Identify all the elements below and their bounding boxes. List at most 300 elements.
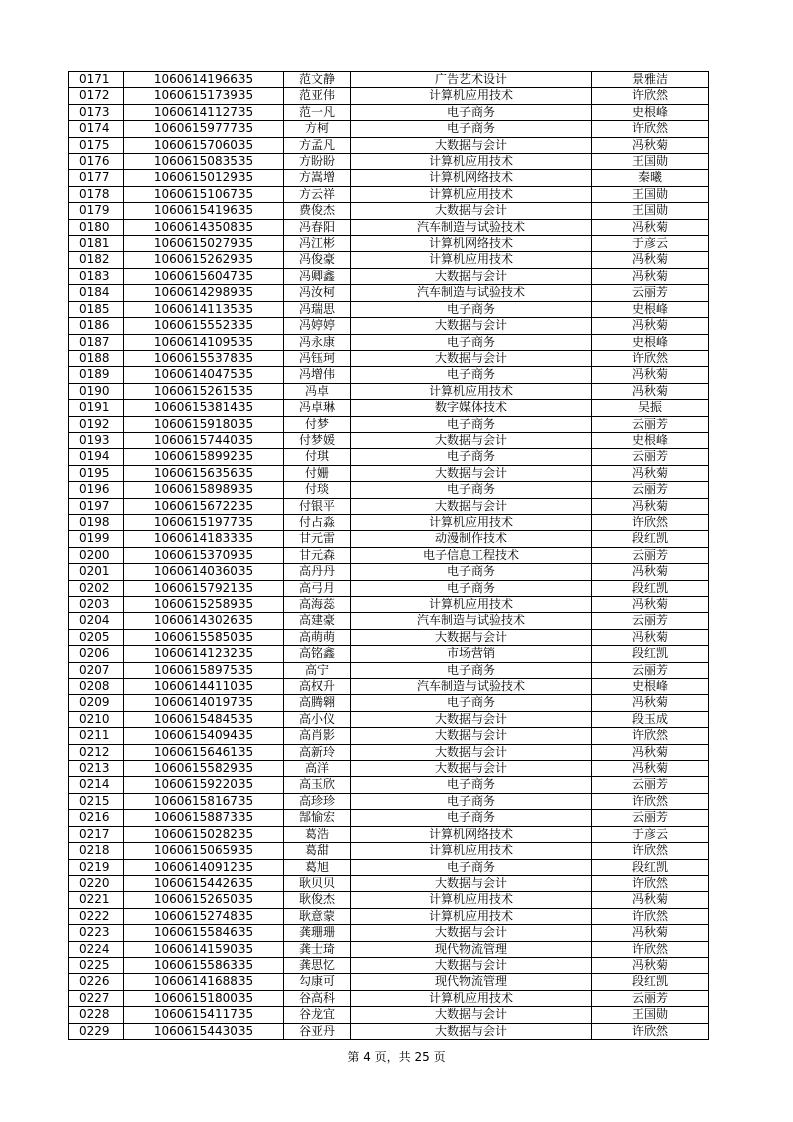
cell-teacher: 冯秋菊 <box>592 465 709 481</box>
cell-exam-id: 1060614123235 <box>124 646 284 662</box>
table-row <box>69 793 709 809</box>
cell-seq: 0228 <box>69 1007 124 1023</box>
cell-major: 电子商务 <box>351 859 592 875</box>
cell-teacher: 冯秋菊 <box>592 383 709 399</box>
table-row <box>69 711 709 727</box>
cell-teacher: 段红凯 <box>592 531 709 547</box>
cell-teacher: 冯秋菊 <box>592 597 709 613</box>
cell-teacher: 冯秋菊 <box>592 925 709 941</box>
cell-teacher: 云丽芳 <box>592 285 709 301</box>
cell-major: 大数据与会计 <box>351 1023 592 1039</box>
cell-exam-id: 1060615419635 <box>124 203 284 219</box>
cell-name: 耿俊杰 <box>284 892 351 908</box>
cell-major: 汽车制造与试验技术 <box>351 679 592 695</box>
cell-name: 葛甜 <box>284 843 351 859</box>
cell-seq: 0218 <box>69 843 124 859</box>
cell-name: 高腾翱 <box>284 695 351 711</box>
cell-name: 付梦 <box>284 416 351 432</box>
cell-teacher: 王国勋 <box>592 203 709 219</box>
cell-seq: 0222 <box>69 908 124 924</box>
table-row <box>69 613 709 629</box>
cell-seq: 0202 <box>69 580 124 596</box>
cell-major: 计算机应用技术 <box>351 597 592 613</box>
cell-exam-id: 1060615887335 <box>124 810 284 826</box>
cell-teacher: 冯秋菊 <box>592 318 709 334</box>
table-row <box>69 843 709 859</box>
cell-teacher: 云丽芳 <box>592 416 709 432</box>
cell-seq: 0178 <box>69 186 124 202</box>
cell-seq: 0173 <box>69 104 124 120</box>
table-row <box>69 400 709 416</box>
cell-teacher: 秦曦 <box>592 170 709 186</box>
table-row <box>69 679 709 695</box>
cell-major: 计算机应用技术 <box>351 383 592 399</box>
table-row <box>69 974 709 990</box>
cell-name: 高权升 <box>284 679 351 695</box>
cell-seq: 0217 <box>69 826 124 842</box>
cell-exam-id: 1060615027935 <box>124 236 284 252</box>
cell-name: 谷高科 <box>284 990 351 1006</box>
cell-teacher: 许欣然 <box>592 88 709 104</box>
cell-name: 耿意蒙 <box>284 908 351 924</box>
cell-name: 高弓月 <box>284 580 351 596</box>
cell-teacher: 许欣然 <box>592 843 709 859</box>
cell-teacher: 云丽芳 <box>592 482 709 498</box>
cell-teacher: 许欣然 <box>592 1023 709 1039</box>
cell-exam-id: 1060615443035 <box>124 1023 284 1039</box>
table-row <box>69 1023 709 1039</box>
cell-major: 电子商务 <box>351 482 592 498</box>
cell-seq: 0211 <box>69 728 124 744</box>
cell-major: 电子商务 <box>351 810 592 826</box>
cell-name: 高铭鑫 <box>284 646 351 662</box>
cell-name: 方柯 <box>284 121 351 137</box>
cell-exam-id: 1060614302635 <box>124 613 284 629</box>
cell-major: 电子商务 <box>351 334 592 350</box>
cell-name: 冯永康 <box>284 334 351 350</box>
cell-teacher: 云丽芳 <box>592 777 709 793</box>
table-row <box>69 72 709 88</box>
cell-major: 动漫制作技术 <box>351 531 592 547</box>
cell-name: 高建豪 <box>284 613 351 629</box>
cell-seq: 0206 <box>69 646 124 662</box>
cell-name: 冯汝柯 <box>284 285 351 301</box>
cell-teacher: 云丽芳 <box>592 449 709 465</box>
cell-teacher: 许欣然 <box>592 121 709 137</box>
cell-exam-id: 1060615897535 <box>124 662 284 678</box>
cell-name: 高海蕊 <box>284 597 351 613</box>
cell-seq: 0192 <box>69 416 124 432</box>
cell-teacher: 冯秋菊 <box>592 761 709 777</box>
cell-major: 大数据与会计 <box>351 711 592 727</box>
cell-teacher: 史根峰 <box>592 104 709 120</box>
cell-name: 勾康可 <box>284 974 351 990</box>
table-row <box>69 646 709 662</box>
cell-seq: 0195 <box>69 465 124 481</box>
table-row <box>69 170 709 186</box>
cell-seq: 0171 <box>69 72 124 88</box>
cell-teacher: 云丽芳 <box>592 613 709 629</box>
cell-seq: 0186 <box>69 318 124 334</box>
cell-exam-id: 1060615537835 <box>124 350 284 366</box>
cell-name: 高肖影 <box>284 728 351 744</box>
table-row <box>69 367 709 383</box>
cell-seq: 0179 <box>69 203 124 219</box>
table-row <box>69 744 709 760</box>
cell-major: 电子商务 <box>351 777 592 793</box>
cell-teacher: 史根峰 <box>592 432 709 448</box>
cell-seq: 0188 <box>69 350 124 366</box>
cell-exam-id: 1060615582935 <box>124 761 284 777</box>
cell-name: 范文静 <box>284 72 351 88</box>
cell-exam-id: 1060615922035 <box>124 777 284 793</box>
cell-seq: 0196 <box>69 482 124 498</box>
cell-name: 冯江彬 <box>284 236 351 252</box>
cell-major: 大数据与会计 <box>351 1007 592 1023</box>
cell-major: 计算机网络技术 <box>351 826 592 842</box>
cell-exam-id: 1060615409435 <box>124 728 284 744</box>
cell-seq: 0199 <box>69 531 124 547</box>
cell-seq: 0183 <box>69 268 124 284</box>
cell-name: 付琪 <box>284 449 351 465</box>
table-row <box>69 695 709 711</box>
cell-major: 大数据与会计 <box>351 465 592 481</box>
table-row <box>69 449 709 465</box>
table-row <box>69 383 709 399</box>
cell-exam-id: 1060614159035 <box>124 941 284 957</box>
cell-seq: 0184 <box>69 285 124 301</box>
cell-teacher: 冯秋菊 <box>592 957 709 973</box>
cell-seq: 0203 <box>69 597 124 613</box>
cell-major: 计算机应用技术 <box>351 252 592 268</box>
cell-seq: 0197 <box>69 498 124 514</box>
table-row <box>69 859 709 875</box>
cell-seq: 0172 <box>69 88 124 104</box>
table-row <box>69 416 709 432</box>
cell-exam-id: 1060615012935 <box>124 170 284 186</box>
cell-teacher: 许欣然 <box>592 875 709 891</box>
cell-exam-id: 1060615706035 <box>124 137 284 153</box>
cell-exam-id: 1060615586335 <box>124 957 284 973</box>
cell-exam-id: 1060615635635 <box>124 465 284 481</box>
cell-name: 郜愉宏 <box>284 810 351 826</box>
cell-exam-id: 1060615370935 <box>124 547 284 563</box>
cell-major: 大数据与会计 <box>351 432 592 448</box>
cell-major: 汽车制造与试验技术 <box>351 285 592 301</box>
cell-seq: 0177 <box>69 170 124 186</box>
table-row <box>69 777 709 793</box>
cell-exam-id: 1060615899235 <box>124 449 284 465</box>
cell-exam-id: 1060615274835 <box>124 908 284 924</box>
cell-seq: 0204 <box>69 613 124 629</box>
cell-major: 计算机应用技术 <box>351 186 592 202</box>
cell-major: 大数据与会计 <box>351 875 592 891</box>
table-row <box>69 301 709 317</box>
cell-teacher: 许欣然 <box>592 941 709 957</box>
cell-teacher: 云丽芳 <box>592 990 709 1006</box>
table-row <box>69 761 709 777</box>
cell-seq: 0180 <box>69 219 124 235</box>
cell-major: 电子商务 <box>351 695 592 711</box>
cell-seq: 0213 <box>69 761 124 777</box>
cell-seq: 0216 <box>69 810 124 826</box>
cell-teacher: 王国勋 <box>592 186 709 202</box>
cell-exam-id: 1060615180035 <box>124 990 284 1006</box>
cell-name: 甘元森 <box>284 547 351 563</box>
table-row <box>69 564 709 580</box>
table-row <box>69 219 709 235</box>
cell-seq: 0220 <box>69 875 124 891</box>
table-row <box>69 810 709 826</box>
cell-seq: 0215 <box>69 793 124 809</box>
cell-seq: 0193 <box>69 432 124 448</box>
table-row <box>69 334 709 350</box>
cell-major: 计算机应用技术 <box>351 990 592 1006</box>
cell-major: 大数据与会计 <box>351 925 592 941</box>
cell-teacher: 冯秋菊 <box>592 695 709 711</box>
cell-major: 汽车制造与试验技术 <box>351 613 592 629</box>
cell-teacher: 冯秋菊 <box>592 892 709 908</box>
cell-exam-id: 1060615484535 <box>124 711 284 727</box>
cell-exam-id: 1060615792135 <box>124 580 284 596</box>
cell-teacher: 段玉成 <box>592 711 709 727</box>
table-row <box>69 514 709 530</box>
cell-teacher: 冯秋菊 <box>592 219 709 235</box>
table-row <box>69 104 709 120</box>
table-row <box>69 285 709 301</box>
cell-teacher: 吴振 <box>592 400 709 416</box>
cell-major: 大数据与会计 <box>351 350 592 366</box>
cell-name: 冯卓琳 <box>284 400 351 416</box>
cell-name: 方嵩增 <box>284 170 351 186</box>
cell-major: 大数据与会计 <box>351 957 592 973</box>
cell-seq: 0221 <box>69 892 124 908</box>
cell-exam-id: 1060614036035 <box>124 564 284 580</box>
cell-name: 方盼盼 <box>284 154 351 170</box>
table-row <box>69 662 709 678</box>
cell-name: 冯卿鑫 <box>284 268 351 284</box>
cell-exam-id: 1060614411035 <box>124 679 284 695</box>
cell-name: 葛浩 <box>284 826 351 842</box>
cell-name: 甘元雷 <box>284 531 351 547</box>
cell-teacher: 许欣然 <box>592 350 709 366</box>
table-row <box>69 236 709 252</box>
table-row <box>69 728 709 744</box>
table-row <box>69 1007 709 1023</box>
cell-teacher: 史根峰 <box>592 679 709 695</box>
cell-seq: 0181 <box>69 236 124 252</box>
cell-name: 葛旭 <box>284 859 351 875</box>
cell-name: 谷亚丹 <box>284 1023 351 1039</box>
table-row <box>69 465 709 481</box>
table-row <box>69 925 709 941</box>
cell-name: 冯俊豪 <box>284 252 351 268</box>
cell-seq: 0208 <box>69 679 124 695</box>
cell-teacher: 王国勋 <box>592 154 709 170</box>
cell-exam-id: 1060615744035 <box>124 432 284 448</box>
cell-teacher: 许欣然 <box>592 793 709 809</box>
cell-name: 冯钰珂 <box>284 350 351 366</box>
cell-exam-id: 1060615065935 <box>124 843 284 859</box>
cell-teacher: 冯秋菊 <box>592 268 709 284</box>
cell-name: 高宁 <box>284 662 351 678</box>
cell-seq: 0214 <box>69 777 124 793</box>
cell-major: 电子商务 <box>351 580 592 596</box>
cell-teacher: 史根峰 <box>592 301 709 317</box>
table-row <box>69 941 709 957</box>
cell-seq: 0209 <box>69 695 124 711</box>
table-row <box>69 203 709 219</box>
cell-seq: 0200 <box>69 547 124 563</box>
cell-seq: 0225 <box>69 957 124 973</box>
cell-seq: 0210 <box>69 711 124 727</box>
cell-name: 费俊杰 <box>284 203 351 219</box>
cell-major: 电子商务 <box>351 367 592 383</box>
cell-name: 高新玲 <box>284 744 351 760</box>
cell-exam-id: 1060615083535 <box>124 154 284 170</box>
cell-name: 谷龙宜 <box>284 1007 351 1023</box>
cell-exam-id: 1060615898935 <box>124 482 284 498</box>
table-row <box>69 121 709 137</box>
table-row <box>69 597 709 613</box>
cell-teacher: 于彦云 <box>592 236 709 252</box>
cell-major: 电子商务 <box>351 662 592 678</box>
cell-exam-id: 1060615106735 <box>124 186 284 202</box>
cell-exam-id: 1060615258935 <box>124 597 284 613</box>
cell-major: 大数据与会计 <box>351 137 592 153</box>
table-row <box>69 957 709 973</box>
cell-exam-id: 1060614091235 <box>124 859 284 875</box>
table-row <box>69 482 709 498</box>
cell-major: 大数据与会计 <box>351 761 592 777</box>
table-row <box>69 629 709 645</box>
cell-teacher: 段红凯 <box>592 974 709 990</box>
cell-exam-id: 1060615585035 <box>124 629 284 645</box>
cell-exam-id: 1060614113535 <box>124 301 284 317</box>
cell-teacher: 冯秋菊 <box>592 252 709 268</box>
cell-seq: 0187 <box>69 334 124 350</box>
cell-seq: 0189 <box>69 367 124 383</box>
cell-major: 大数据与会计 <box>351 203 592 219</box>
cell-seq: 0223 <box>69 925 124 941</box>
cell-name: 冯卓 <box>284 383 351 399</box>
cell-name: 方孟凡 <box>284 137 351 153</box>
student-roster-table <box>68 71 709 1040</box>
table-row <box>69 350 709 366</box>
cell-teacher: 史根峰 <box>592 334 709 350</box>
cell-seq: 0226 <box>69 974 124 990</box>
cell-exam-id: 1060614168835 <box>124 974 284 990</box>
cell-name: 付银平 <box>284 498 351 514</box>
cell-exam-id: 1060615604735 <box>124 268 284 284</box>
cell-major: 市场营销 <box>351 646 592 662</box>
table-row <box>69 531 709 547</box>
cell-seq: 0205 <box>69 629 124 645</box>
cell-exam-id: 1060615552335 <box>124 318 284 334</box>
cell-exam-id: 1060614112735 <box>124 104 284 120</box>
cell-exam-id: 1060615411735 <box>124 1007 284 1023</box>
cell-name: 龚士琦 <box>284 941 351 957</box>
cell-teacher: 许欣然 <box>592 514 709 530</box>
cell-exam-id: 1060614183335 <box>124 531 284 547</box>
cell-exam-id: 1060614047535 <box>124 367 284 383</box>
cell-name: 冯婷婷 <box>284 318 351 334</box>
cell-major: 计算机应用技术 <box>351 908 592 924</box>
cell-teacher: 冯秋菊 <box>592 498 709 514</box>
cell-name: 高小仪 <box>284 711 351 727</box>
cell-major: 现代物流管理 <box>351 974 592 990</box>
cell-name: 方云祥 <box>284 186 351 202</box>
cell-major: 电子商务 <box>351 104 592 120</box>
cell-teacher: 冯秋菊 <box>592 744 709 760</box>
cell-exam-id: 1060615262935 <box>124 252 284 268</box>
cell-seq: 0201 <box>69 564 124 580</box>
cell-major: 电子商务 <box>351 564 592 580</box>
cell-name: 高珍珍 <box>284 793 351 809</box>
cell-exam-id: 1060615265035 <box>124 892 284 908</box>
cell-name: 付琰 <box>284 482 351 498</box>
cell-name: 耿贝贝 <box>284 875 351 891</box>
table-row <box>69 498 709 514</box>
cell-exam-id: 1060615173935 <box>124 88 284 104</box>
table-row <box>69 826 709 842</box>
cell-seq: 0229 <box>69 1023 124 1039</box>
cell-teacher: 冯秋菊 <box>592 137 709 153</box>
cell-teacher: 云丽芳 <box>592 547 709 563</box>
cell-teacher: 冯秋菊 <box>592 367 709 383</box>
cell-exam-id: 1060615918035 <box>124 416 284 432</box>
cell-name: 付梦媛 <box>284 432 351 448</box>
cell-name: 范一凡 <box>284 104 351 120</box>
cell-teacher: 王国勋 <box>592 1007 709 1023</box>
cell-name: 高萌萌 <box>284 629 351 645</box>
cell-seq: 0182 <box>69 252 124 268</box>
table-row <box>69 88 709 104</box>
cell-major: 计算机应用技术 <box>351 843 592 859</box>
cell-teacher: 许欣然 <box>592 728 709 744</box>
table-row <box>69 268 709 284</box>
cell-teacher: 云丽芳 <box>592 662 709 678</box>
cell-seq: 0219 <box>69 859 124 875</box>
cell-teacher: 段红凯 <box>592 646 709 662</box>
cell-major: 大数据与会计 <box>351 744 592 760</box>
cell-name: 冯增伟 <box>284 367 351 383</box>
cell-name: 付占淼 <box>284 514 351 530</box>
cell-major: 现代物流管理 <box>351 941 592 957</box>
cell-seq: 0190 <box>69 383 124 399</box>
cell-major: 计算机应用技术 <box>351 892 592 908</box>
cell-major: 大数据与会计 <box>351 629 592 645</box>
table-row <box>69 990 709 1006</box>
table-row <box>69 547 709 563</box>
cell-name: 高洋 <box>284 761 351 777</box>
cell-exam-id: 1060615381435 <box>124 400 284 416</box>
table-row <box>69 875 709 891</box>
cell-seq: 0198 <box>69 514 124 530</box>
table-row <box>69 580 709 596</box>
cell-major: 电子商务 <box>351 416 592 432</box>
cell-name: 高玉欣 <box>284 777 351 793</box>
cell-seq: 0227 <box>69 990 124 1006</box>
cell-exam-id: 1060614350835 <box>124 219 284 235</box>
cell-exam-id: 1060615442635 <box>124 875 284 891</box>
cell-seq: 0175 <box>69 137 124 153</box>
cell-exam-id: 1060615646135 <box>124 744 284 760</box>
cell-major: 大数据与会计 <box>351 498 592 514</box>
cell-major: 计算机应用技术 <box>351 88 592 104</box>
cell-name: 付姗 <box>284 465 351 481</box>
cell-major: 数字媒体技术 <box>351 400 592 416</box>
